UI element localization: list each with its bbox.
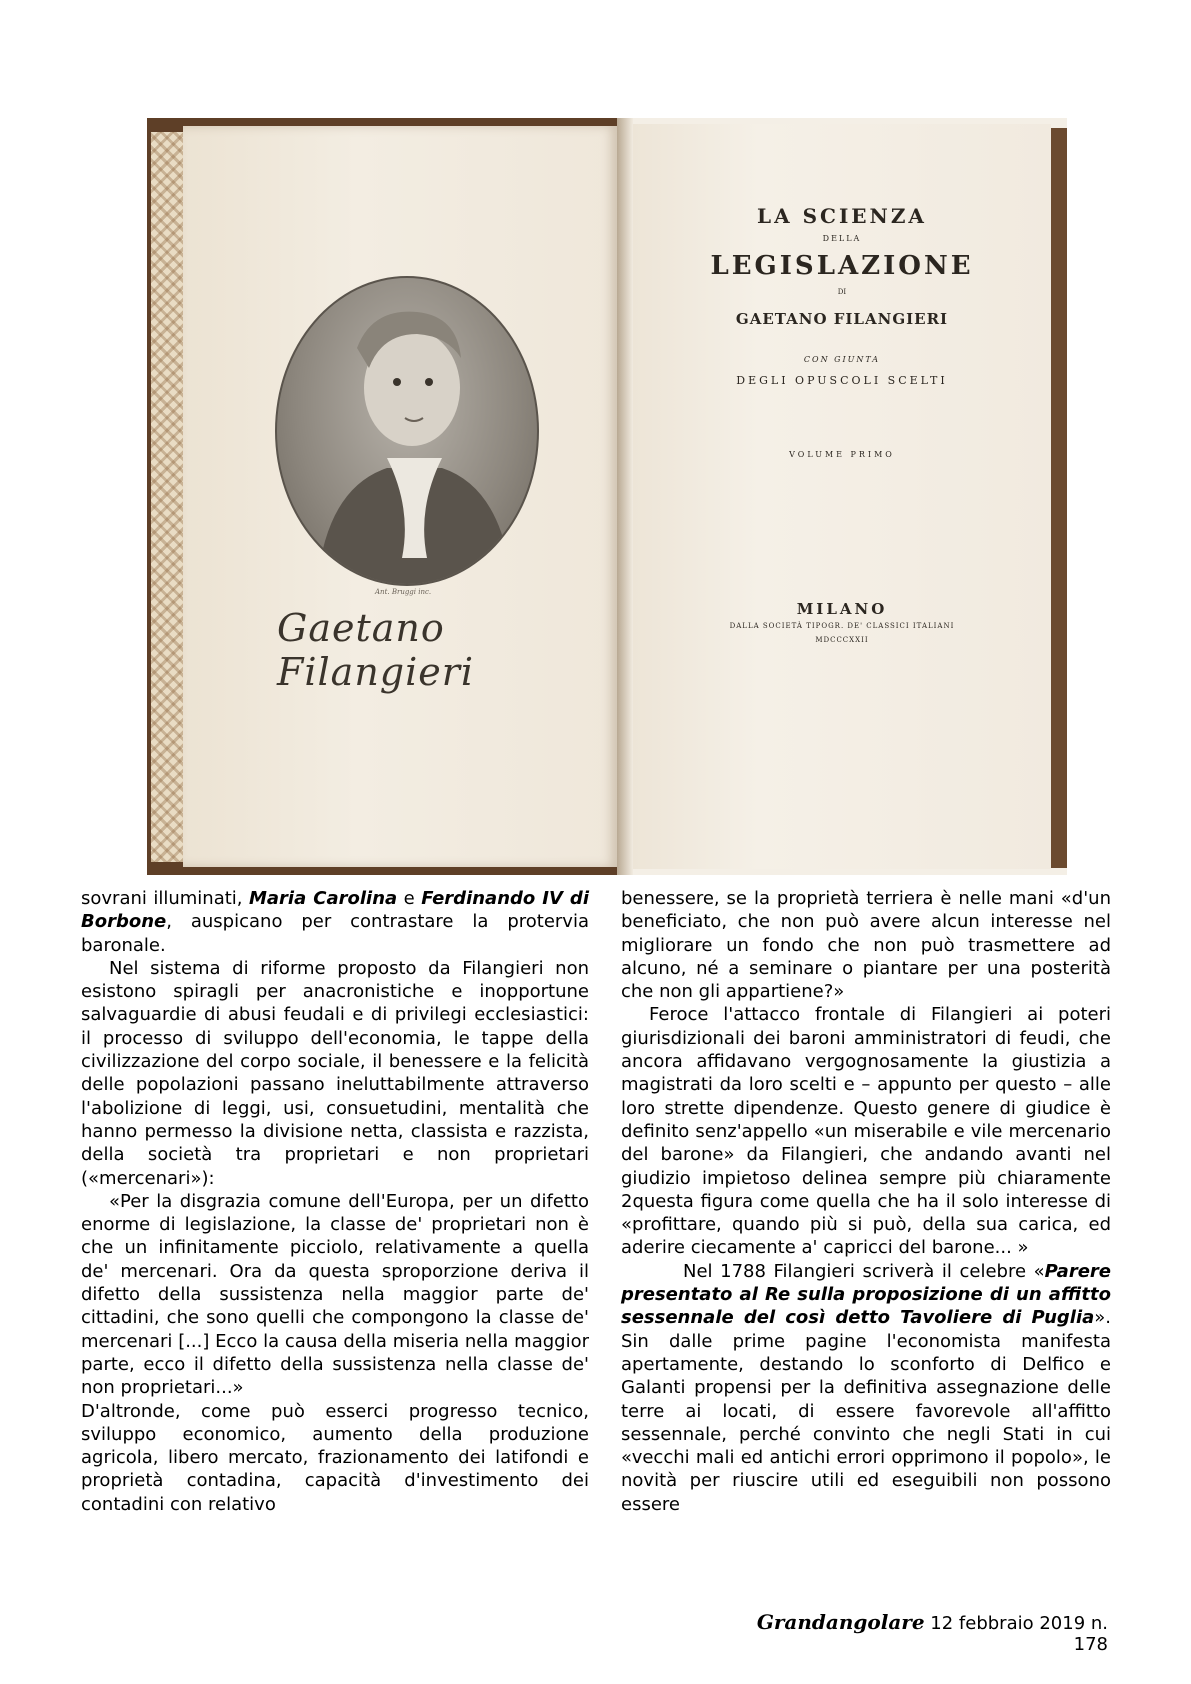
article-column-right xyxy=(621,887,1111,1516)
text-run: , auspicano per contrastare la protervia baronale. xyxy=(81,911,589,956)
magazine-name: Grandangolare xyxy=(756,1610,925,1634)
text-run: e xyxy=(397,888,422,909)
emphasis-ferdinando: Ferdinando IV di Borbone xyxy=(81,888,589,933)
book-gutter xyxy=(617,118,633,875)
title-page-volume: VOLUME PRIMO xyxy=(789,450,895,459)
article-column-left xyxy=(81,887,589,1516)
title-page-year: MDCCCXXII xyxy=(815,636,869,644)
decorated-endpaper xyxy=(151,132,183,862)
paragraph: D'altronde, come può esserci progresso tecnico, sviluppo economico, aumento della produzione agricola, libero mercato, frazionamento dei latifondi e proprietà contadina, capacità d'investimento dei contadini con relativo xyxy=(81,1400,589,1515)
paragraph: Feroce l'attacco frontale di Filangieri ai poteri giurisdizionali dei baroni amministratori di feudi, che ancora affidavano vergognosamente la giustizia a magistrati da loro scelti e – appunto per questo – alle loro strette dipendenze. Questo genere di giudice è definito senz'appello «un miserabile e vile mercenario del barone» da Filangieri, che andando avanti nel giudizio impietoso delinea sempre più chiaramente 2questa figura come quella che ha il solo interesse di «profittare, quando più si può, della sua carica, ed aderire ciecamente a' capricci del barone... » xyxy=(621,1004,1111,1259)
portrait-engraving xyxy=(275,276,539,586)
title-page-author: GAETANO FILANGIERI xyxy=(735,310,949,328)
portrait-figure-icon xyxy=(277,278,537,584)
title-page-city: MILANO xyxy=(796,600,888,618)
text-run: Nel 1788 Filangieri scriverà il celebre « xyxy=(683,1260,1045,1282)
engraver-credit: Ant. Bruggi inc. xyxy=(375,588,432,596)
issue-info: 12 febbraio 2019 n. 178 xyxy=(924,1613,1108,1655)
page-footer xyxy=(740,1610,1108,1655)
paragraph xyxy=(81,887,589,957)
emphasis-maria-carolina: Maria Carolina xyxy=(249,888,398,909)
title-page-line-2: DELLA xyxy=(822,234,862,243)
title-page-line-6: CON GIUNTA xyxy=(803,355,881,364)
title-page-line-3: LEGISLAZIONE xyxy=(710,251,974,281)
title-page-line-7: DEGLI OPUSCOLI SCELTI xyxy=(736,374,948,387)
text-run: ». Sin dalle prime pagine l'economista manifesta apertamente, destando lo sconforto di Delfico e Galanti propensi per la definitiva assegnazione delle terre ai locati, di essere favorevole all'affitto sessennale, perché convinto che negli Stati in cui «vecchi mali ed antichi errori opprimono il popolo», le novità per riuscire utili ed eseguibili non possono essere xyxy=(621,1307,1111,1515)
book-photo xyxy=(147,118,1067,875)
emphasis-parere-title: Parere presentato al Re sulla proposizione di un affitto sessennale del così detto Tavoliere di Puglia xyxy=(621,1260,1111,1329)
paragraph: Nel sistema di riforme proposto da Filangieri non esistono spiragli per anacronistiche e inopportune salvaguardie di abusi feudali e di privilegi ecclesiastici: il processo di sviluppo dell'economia, le tappe della civilizzazione del corpo sociale, il benessere e la felicità delle popolazioni passano ineluttabilmente attraverso l'abolizione di leggi, usi, consuetudini, mentalità che hanno permesso la divisione netta, classista e razzista, della società tra proprietari e non proprietari («mercenari»): xyxy=(81,957,589,1189)
title-page-publisher: DALLA SOCIETÀ TIPOGR. DE' CLASSICI ITALIANI xyxy=(729,622,955,630)
title-page-line-4: DI xyxy=(837,288,847,296)
title-page-line-1: LA SCIENZA xyxy=(757,204,927,228)
quote-paragraph: «Per la disgrazia comune dell'Europa, per un difetto enorme di legislazione, la classe de' proprietari non è che un infinitamente picciolo, relativamente a quella de' mercenari. Ora da questa sproporzione deriva il difetto della sussistenza nella maggior parte de' cittadini, che sono quelli che compongono la classe de' mercenari [...] Ecco la causa della miseria nella maggior parte, ecco il difetto della sussistenza nella classe de' non proprietari...» xyxy=(81,1190,589,1399)
book-cover-edge xyxy=(1051,128,1067,868)
paragraph: benessere, se la proprietà terriera è nelle mani «d'un beneficiato, che non può avere alcun interesse nel migliorare un fondo che non può trasmettere ad alcuno, né a seminare o piantare per una posterità che non gli appartiene?» xyxy=(621,888,1111,1003)
author-signature: Gaetano Filangieri xyxy=(277,606,475,694)
paragraph xyxy=(621,1260,1111,1516)
text-run: sovrani illuminati, xyxy=(81,888,249,909)
